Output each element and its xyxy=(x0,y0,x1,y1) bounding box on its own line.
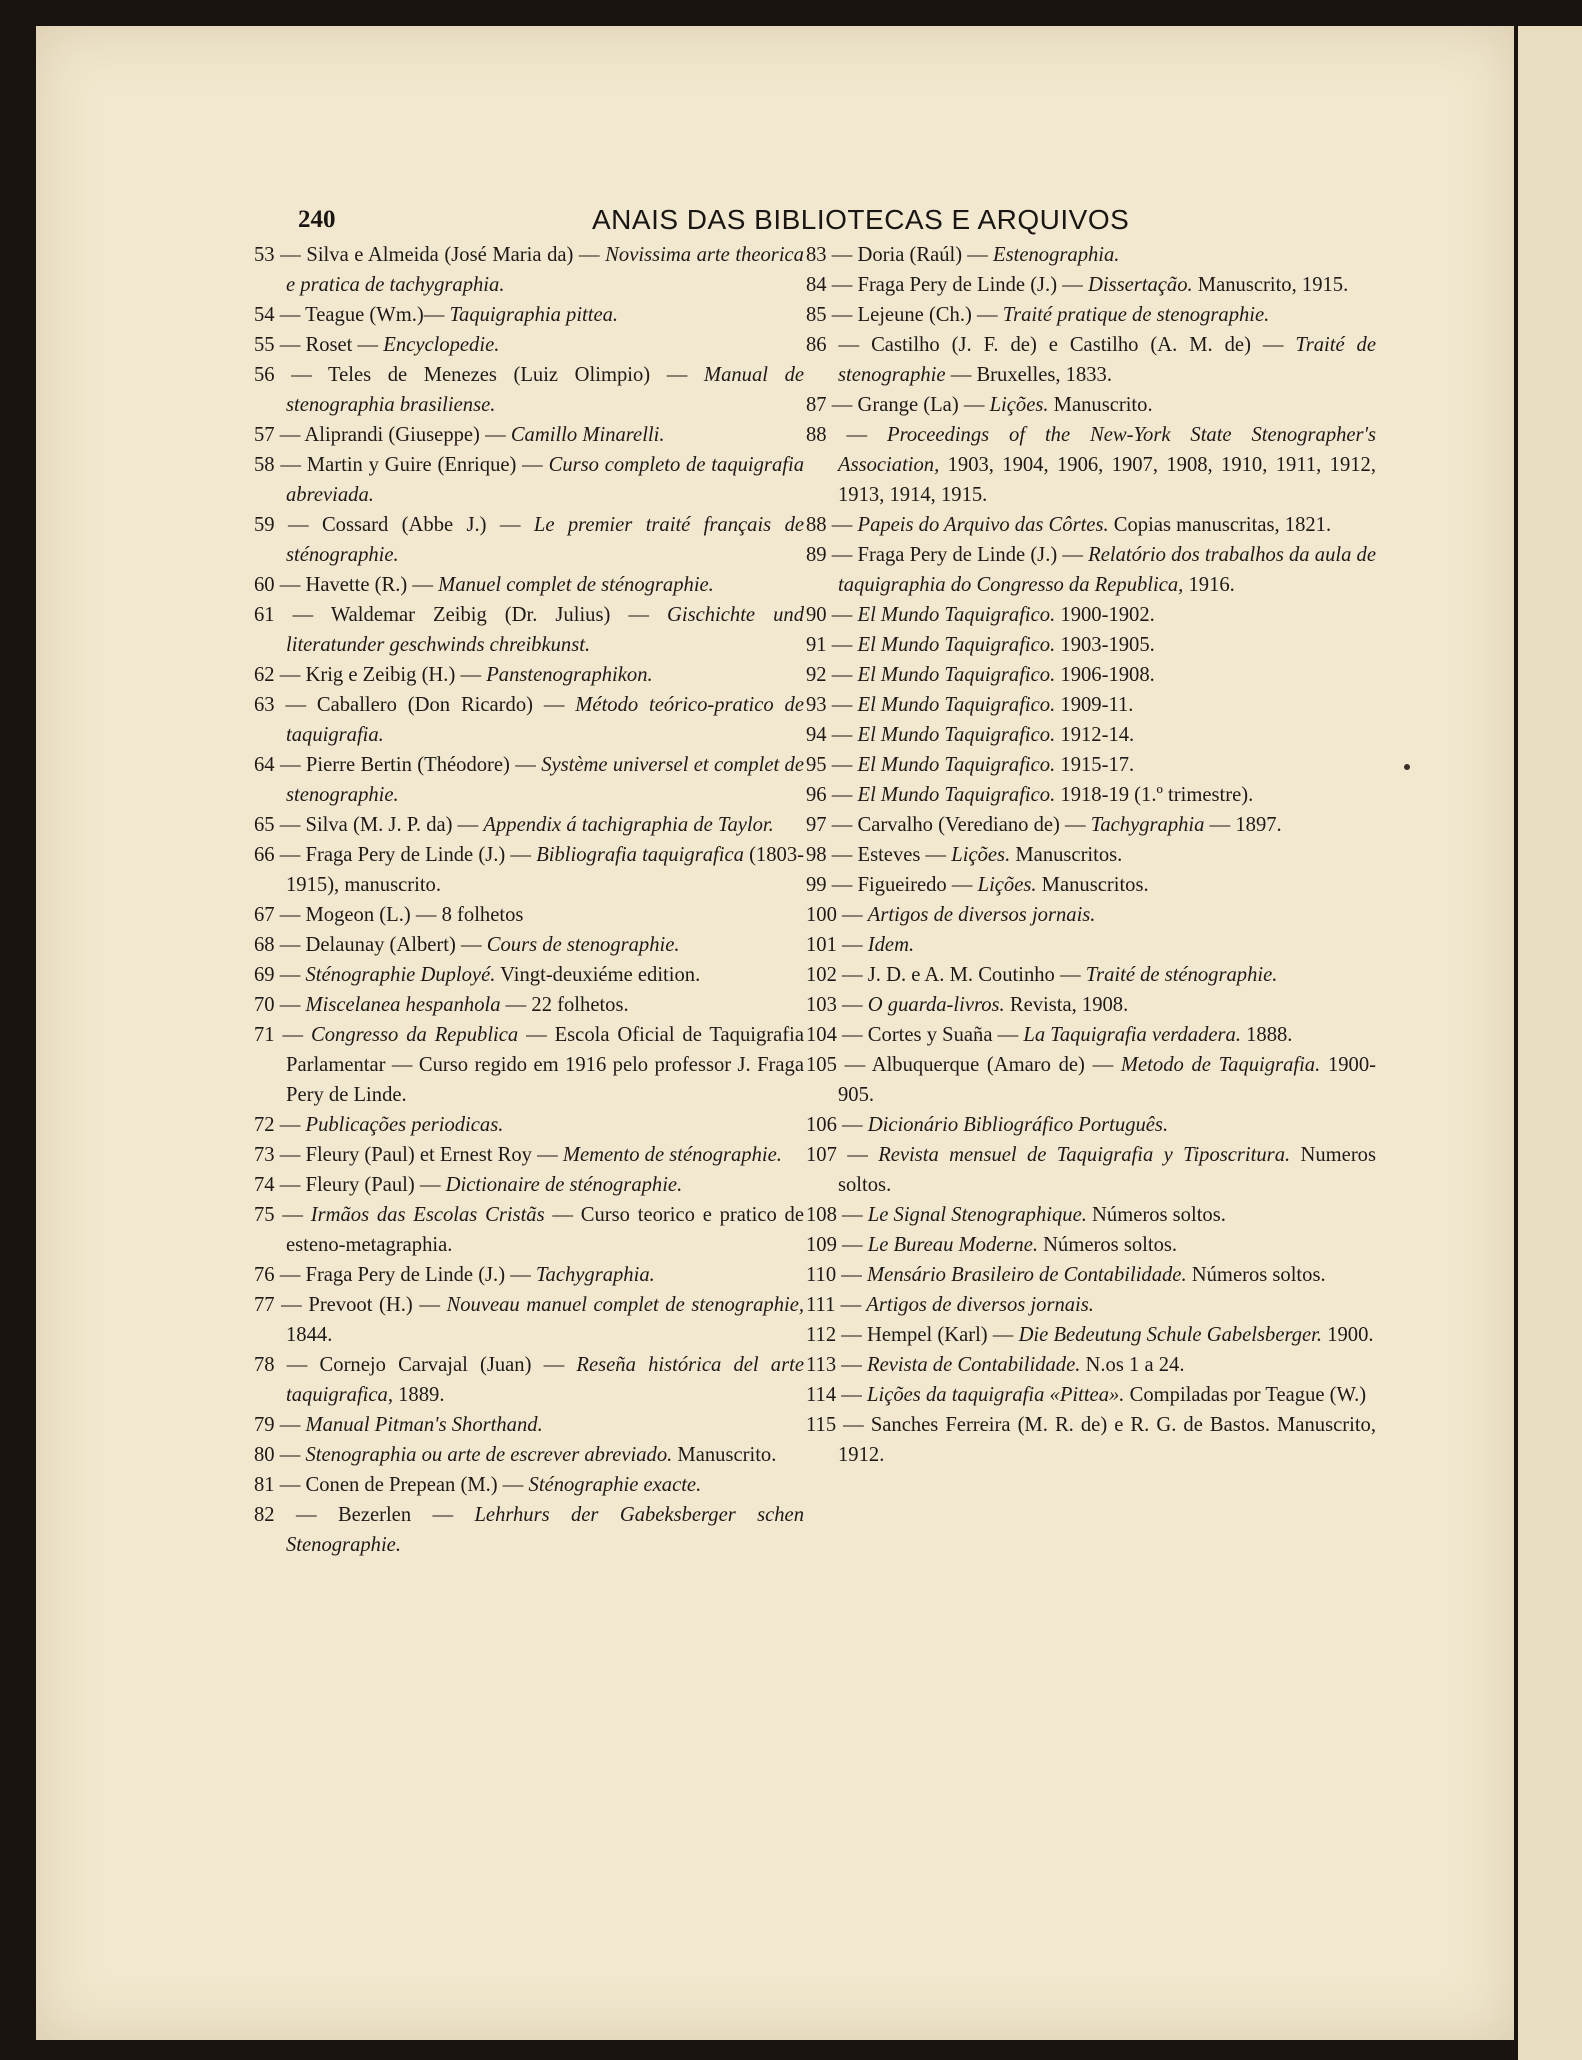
entry-text: 80 — xyxy=(254,1444,306,1466)
entry-text: 72 — xyxy=(254,1114,306,1136)
entry-text: 1912-14. xyxy=(1055,724,1135,746)
entry-text: 1918-19 (1.º trimestre). xyxy=(1055,784,1254,806)
bibliography-entry xyxy=(806,1290,1376,1320)
entry-text: Vingt-deuxiéme edition. xyxy=(495,964,701,986)
bibliography-entry xyxy=(254,1470,804,1500)
bibliography-entry xyxy=(806,930,1376,960)
entry-text: 59 — Cossard (Abbe J.) — xyxy=(254,514,534,536)
bibliography-entry xyxy=(254,1200,804,1260)
bibliography-entry xyxy=(806,1410,1376,1470)
entry-text: 77 — Prevoot (H.) — xyxy=(254,1294,447,1316)
entry-title: Traité de sténographie. xyxy=(1085,964,1278,986)
bibliography-entry xyxy=(806,990,1376,1020)
entry-text: 85 — Lejeune (Ch.) — xyxy=(806,304,1003,326)
entry-text: 61 — Waldemar Zeibig (Dr. Julius) — xyxy=(254,604,667,626)
entry-text: 70 — xyxy=(254,994,306,1016)
entry-text: 88 — xyxy=(806,424,887,446)
entry-title: Nouveau manuel complet de stenographie, xyxy=(446,1294,804,1316)
entry-text: 100 — xyxy=(806,904,868,926)
bibliography-entry xyxy=(254,1500,804,1560)
bibliography-entry xyxy=(254,690,804,750)
entry-text: 56 — Teles de Menezes (Luiz Olimpio) — xyxy=(254,364,704,386)
entry-title: Lições da taquigrafia «Pittea». xyxy=(867,1384,1125,1406)
bibliography-entry xyxy=(806,840,1376,870)
entry-text: 113 — xyxy=(806,1354,868,1376)
entry-title: Le Bureau Moderne. xyxy=(867,1234,1039,1256)
bibliography-entry xyxy=(806,390,1376,420)
entry-text: — 22 folhetos. xyxy=(500,994,629,1016)
entry-text: 89 — Fraga Pery de Linde (J.) — xyxy=(806,544,1089,566)
entry-text: 94 — xyxy=(806,724,858,746)
entry-text: 83 — Doria (Raúl) — xyxy=(806,244,994,266)
entry-text: 86 — Castilho (J. F. de) e Castilho (A. M. de) — xyxy=(806,334,1296,356)
next-page-edge xyxy=(1514,26,1582,2060)
entry-title: Manual de stenographia brasiliense. xyxy=(286,364,805,416)
entry-text: 87 — Grange (La) — xyxy=(806,394,990,416)
bibliography-entry xyxy=(806,1200,1376,1230)
bibliography-entry xyxy=(254,1140,804,1170)
bibliography-entry xyxy=(254,1260,804,1290)
bibliography-entry xyxy=(254,360,804,420)
bibliography-entry xyxy=(254,1440,804,1470)
page-number: 240 xyxy=(298,206,336,233)
entry-title: Sténographie exacte. xyxy=(528,1474,702,1496)
entry-text: 107 — xyxy=(806,1144,879,1166)
entry-text: 93 — xyxy=(806,694,858,716)
bibliography-entry xyxy=(254,930,804,960)
entry-text: 98 — Esteves — xyxy=(806,844,952,866)
bibliography-entry xyxy=(254,330,804,360)
entry-title: Artigos de diversos jornais. xyxy=(866,1294,1094,1316)
entry-title: Método teórico-pratico de taquigrafia. xyxy=(286,694,804,746)
bibliography-entry xyxy=(806,540,1376,600)
entry-text: 112 — Hempel (Karl) — xyxy=(806,1324,1019,1346)
entry-title: El Mundo Taquigrafico. xyxy=(857,694,1056,716)
entry-title: El Mundo Taquigrafico. xyxy=(857,754,1056,776)
bibliography-entry xyxy=(806,900,1376,930)
bibliography-entry xyxy=(806,1020,1376,1050)
entry-text: (1803-1915), manuscrito. xyxy=(286,844,804,896)
bibliography-entry xyxy=(254,810,804,840)
entry-title: Bibliografia taquigrafica xyxy=(536,844,744,866)
entry-title: Tachygraphia xyxy=(1090,814,1205,836)
bibliography-entry xyxy=(806,660,1376,690)
bibliography-entry xyxy=(806,1110,1376,1140)
entry-text: 68 — Delaunay (Albert) — xyxy=(254,934,487,956)
bibliography-entry xyxy=(806,1260,1376,1290)
entry-title: Congresso da Republica xyxy=(310,1024,519,1046)
entry-text: Manuscritos. xyxy=(1036,874,1149,896)
entry-text: Números soltos. xyxy=(1186,1264,1326,1286)
bibliography-entry xyxy=(806,690,1376,720)
entry-text: 78 — Cornejo Carvajal (Juan) — xyxy=(254,1354,577,1376)
bibliography-entry xyxy=(254,420,804,450)
entry-text: — Bruxelles, 1833. xyxy=(945,364,1112,386)
left-column xyxy=(254,240,804,1560)
entry-text: 109 — xyxy=(806,1234,868,1256)
entry-text: 57 — Aliprandi (Giuseppe) — xyxy=(254,424,511,446)
entry-title: El Mundo Taquigrafico. xyxy=(857,724,1056,746)
entry-text: Manuscrito. xyxy=(1048,394,1153,416)
bibliography-entry xyxy=(254,240,804,300)
entry-text: 71 — xyxy=(254,1024,311,1046)
entry-text: 1889. xyxy=(392,1384,445,1406)
bibliography-entry xyxy=(254,660,804,690)
entry-title: Miscelanea hespanhola xyxy=(305,994,501,1016)
entry-text: 1903, 1904, 1906, 1907, 1908, 1910, 1911, 1912, 1913, 1914, 1915. xyxy=(838,454,1376,506)
entry-title: Relatório dos trabalhos da aula de taquigraphia do Congresso da Republica, xyxy=(838,544,1376,596)
entry-title: Publicações periodicas. xyxy=(305,1114,504,1136)
bibliography-entry xyxy=(806,810,1376,840)
entry-text: 69 — xyxy=(254,964,306,986)
entry-title: Memento de sténographie. xyxy=(562,1144,782,1166)
bibliography-entry xyxy=(254,570,804,600)
bibliography-entry xyxy=(254,1410,804,1440)
right-column xyxy=(806,240,1376,1470)
entry-text: 1844. xyxy=(286,1324,333,1346)
entry-text: 1900-905. xyxy=(838,1054,1376,1106)
entry-title: Dissertação. xyxy=(1087,274,1193,296)
entry-text: 110 — xyxy=(806,1264,868,1286)
entry-title: Metodo de Taquigrafia. xyxy=(1120,1054,1321,1076)
entry-title: Idem. xyxy=(867,934,915,956)
entry-title: Tachygraphia. xyxy=(535,1264,655,1286)
entry-text: Manuscrito, 1915. xyxy=(1192,274,1349,296)
bibliography-entry xyxy=(254,1290,804,1350)
entry-title: Traité de stenographie xyxy=(838,334,1376,386)
entry-text: 102 — J. D. e A. M. Coutinho — xyxy=(806,964,1086,986)
entry-title: Lehrhurs der Gabeksberger schen Stenographie. xyxy=(286,1504,804,1556)
bibliography-entry xyxy=(806,720,1376,750)
bibliography-entry xyxy=(254,1020,804,1110)
entry-text: Números soltos. xyxy=(1038,1234,1178,1256)
entry-text: Números soltos. xyxy=(1086,1204,1226,1226)
entry-text: 106 — xyxy=(806,1114,868,1136)
entry-text: 1909-11. xyxy=(1055,694,1134,716)
entry-text: 90 — xyxy=(806,604,858,626)
bibliography-entry xyxy=(254,510,804,570)
entry-text: 108 — xyxy=(806,1204,868,1226)
entry-text: Copias manuscritas, 1821. xyxy=(1108,514,1332,536)
entry-text: 104 — Cortes y Suaña — xyxy=(806,1024,1024,1046)
bibliography-entry xyxy=(806,1140,1376,1200)
entry-text: Manuscrito. xyxy=(672,1444,777,1466)
bibliography-entry xyxy=(806,780,1376,810)
entry-title: Curso completo de taquigrafia abreviada. xyxy=(286,454,804,506)
entry-text: 63 — Caballero (Don Ricardo) — xyxy=(254,694,576,716)
entry-title: Lições. xyxy=(989,394,1049,416)
entry-title: Cours de stenographie. xyxy=(486,934,680,956)
entry-text: 105 — Albuquerque (Amaro de) — xyxy=(806,1054,1121,1076)
bibliography-entry xyxy=(254,750,804,810)
entry-text: 81 — Conen de Prepean (M.) — xyxy=(254,1474,529,1496)
bibliography-entry xyxy=(806,1350,1376,1380)
bibliography-entry xyxy=(806,420,1376,510)
entry-text: 53 — Silva e Almeida (José Maria da) — xyxy=(254,244,606,266)
entry-text: 84 — Fraga Pery de Linde (J.) — xyxy=(806,274,1088,296)
bibliography-entry xyxy=(254,960,804,990)
entry-text: 73 — Fleury (Paul) et Ernest Roy — xyxy=(254,1144,563,1166)
entry-title: Sténographie Duployé. xyxy=(305,964,496,986)
entry-title: O guarda-livros. xyxy=(867,994,1005,1016)
entry-text: — Escola Oficial de Taquigrafia Parlamentar — Curso regido em 1916 pelo professor J. Fraga Pery de Linde. xyxy=(286,1024,805,1106)
entry-text: 62 — Krig e Zeibig (H.) — xyxy=(254,664,487,686)
entry-text: 1903-1905. xyxy=(1055,634,1155,656)
entry-text: Manuscrito, 1912. xyxy=(838,1414,1376,1466)
bibliography-entry xyxy=(806,1320,1376,1350)
bibliography-entry xyxy=(806,870,1376,900)
entry-title: Irmãos das Escolas Cristãs xyxy=(310,1204,545,1226)
entry-text: 96 — xyxy=(806,784,858,806)
entry-text: 66 — Fraga Pery de Linde (J.) — xyxy=(254,844,537,866)
entry-title: Reseña histórica del arte taquigrafica, xyxy=(286,1354,804,1406)
entry-text: 115 — Sanches Ferreira (M. R. de) e R. G. de Bastos. xyxy=(806,1414,1270,1436)
entry-title: Lições. xyxy=(977,874,1037,896)
entry-title: Système universel et complet de stenographie. xyxy=(286,754,804,806)
entry-text: 99 — Figueiredo — xyxy=(806,874,978,896)
entry-text: — 1897. xyxy=(1204,814,1282,836)
entry-title: El Mundo Taquigrafico. xyxy=(857,784,1056,806)
bibliography-entry xyxy=(806,270,1376,300)
entry-title: Artigos de diversos jornais. xyxy=(867,904,1096,926)
entry-text: 91 — xyxy=(806,634,858,656)
running-title: ANAIS DAS BIBLIOTECAS E ARQUIVOS xyxy=(592,204,1130,235)
entry-title: Taquigraphia pittea. xyxy=(449,304,619,326)
entry-text: 88 — xyxy=(806,514,858,536)
entry-text: Manuscritos. xyxy=(1010,844,1123,866)
bibliography-entry xyxy=(806,1230,1376,1260)
entry-title: El Mundo Taquigrafico. xyxy=(857,664,1056,686)
entry-title: Mensário Brasileiro de Contabilidade. xyxy=(867,1264,1187,1286)
entry-text: 64 — Pierre Bertin (Théodore) — xyxy=(254,754,542,776)
entry-text: 1906-1908. xyxy=(1055,664,1155,686)
entry-title: Camillo Minarelli. xyxy=(510,424,665,446)
entry-text: 1900-1902. xyxy=(1055,604,1155,626)
entry-title: Novissima arte theorica e pratica de tachygraphia. xyxy=(286,244,804,296)
entry-title: Estenographia. xyxy=(993,244,1120,266)
scan-border xyxy=(0,0,1582,26)
entry-text: Numeros soltos. xyxy=(838,1144,1376,1196)
entry-text: 92 — xyxy=(806,664,858,686)
entry-text: Revista, 1908. xyxy=(1004,994,1129,1016)
bibliography-entry xyxy=(806,330,1376,390)
entry-title: Die Bedeutung Schule Gabelsberger. xyxy=(1018,1324,1323,1346)
entry-title: Le Signal Stenographique. xyxy=(867,1204,1087,1226)
entry-text: 54 — Teague (Wm.)— xyxy=(254,304,450,326)
bibliography-entry xyxy=(254,900,804,930)
entry-title: Revista de Contabilidade. xyxy=(867,1354,1081,1376)
bibliography-entry xyxy=(806,300,1376,330)
entry-title: Lições. xyxy=(951,844,1011,866)
entry-text: N.os 1 a 24. xyxy=(1080,1354,1185,1376)
bibliography-entry xyxy=(806,750,1376,780)
bibliography-entry xyxy=(254,1350,804,1410)
entry-text: 1888. xyxy=(1240,1024,1293,1046)
entry-text: 60 — Havette (R.) — xyxy=(254,574,439,596)
bibliography-entry xyxy=(806,630,1376,660)
entry-text: 58 — Martin y Guire (Enrique) — xyxy=(254,454,549,476)
entry-text: 55 — Roset — xyxy=(254,334,384,356)
entry-title: Stenographia ou arte de escrever abreviado. xyxy=(305,1444,673,1466)
entry-title: Proceedings of the New-York State Stenographer's Association, xyxy=(838,424,1376,476)
bibliography-entry xyxy=(806,510,1376,540)
entry-text: 67 — Mogeon (L.) — 8 folhetos xyxy=(254,904,524,926)
entry-text: — Curso teorico e pratico de esteno-metagraphia. xyxy=(286,1204,804,1256)
entry-title: El Mundo Taquigrafico. xyxy=(857,604,1056,626)
bibliography-entry xyxy=(806,1050,1376,1110)
entry-text: 75 — xyxy=(254,1204,311,1226)
entry-text: 111 — xyxy=(806,1294,867,1316)
bibliography-entry xyxy=(806,960,1376,990)
entry-title: Papeis do Arquivo das Côrtes. xyxy=(857,514,1109,536)
entry-text: 65 — Silva (M. J. P. da) — xyxy=(254,814,484,836)
entry-title: Dicionário Bibliográfico Português. xyxy=(867,1114,1169,1136)
entry-text: 114 — xyxy=(806,1384,868,1406)
entry-title: Manuel complet de sténographie. xyxy=(438,574,714,596)
bibliography-entry xyxy=(254,990,804,1020)
bibliography-entry xyxy=(254,300,804,330)
entry-text: 76 — Fraga Pery de Linde (J.) — xyxy=(254,1264,536,1286)
entry-text: 74 — Fleury (Paul) — xyxy=(254,1174,446,1196)
entry-text: 101 — xyxy=(806,934,868,956)
bibliography-entry xyxy=(254,1170,804,1200)
entry-text: 79 — xyxy=(254,1414,306,1436)
bibliography-entry xyxy=(806,240,1376,270)
entry-title: El Mundo Taquigrafico. xyxy=(857,634,1056,656)
bibliography-entry xyxy=(254,600,804,660)
entry-title: Panstenographikon. xyxy=(486,664,653,686)
entry-text: 1900. xyxy=(1322,1324,1374,1346)
bibliography-entry xyxy=(254,1110,804,1140)
entry-title: Appendix á tachigraphia de Taylor. xyxy=(483,814,774,836)
ink-speck xyxy=(1404,764,1410,770)
page-header xyxy=(36,202,1514,242)
entry-text: 1916. xyxy=(1183,574,1235,596)
entry-title: Traité pratique de stenographie. xyxy=(1002,304,1270,326)
entry-text: Compiladas por Teague (W.) xyxy=(1124,1384,1367,1406)
entry-title: Dictionaire de sténographie. xyxy=(445,1174,683,1196)
entry-text: 1915-17. xyxy=(1055,754,1135,776)
entry-title: Encyclopedie. xyxy=(383,334,500,356)
bibliography-entry xyxy=(806,1380,1376,1410)
entry-text: 97 — Carvalho (Verediano de) — xyxy=(806,814,1091,836)
entry-text: 95 — xyxy=(806,754,858,776)
entry-text: 103 — xyxy=(806,994,868,1016)
entry-title: Manual Pitman's Shorthand. xyxy=(305,1414,543,1436)
bibliography-entry xyxy=(254,450,804,510)
bibliography-entry xyxy=(806,600,1376,630)
entry-title: La Taquigrafia verdadera. xyxy=(1023,1024,1241,1046)
entry-title: Le premier traité français de sténographie. xyxy=(286,514,805,566)
entry-title: Gischichte und literatunder geschwinds chreibkunst. xyxy=(286,604,804,656)
entry-title: Revista mensuel de Taquigrafia y Tiposcritura. xyxy=(878,1144,1291,1166)
entry-text: 82 — Bezerlen — xyxy=(254,1504,475,1526)
bibliography-entry xyxy=(254,840,804,900)
